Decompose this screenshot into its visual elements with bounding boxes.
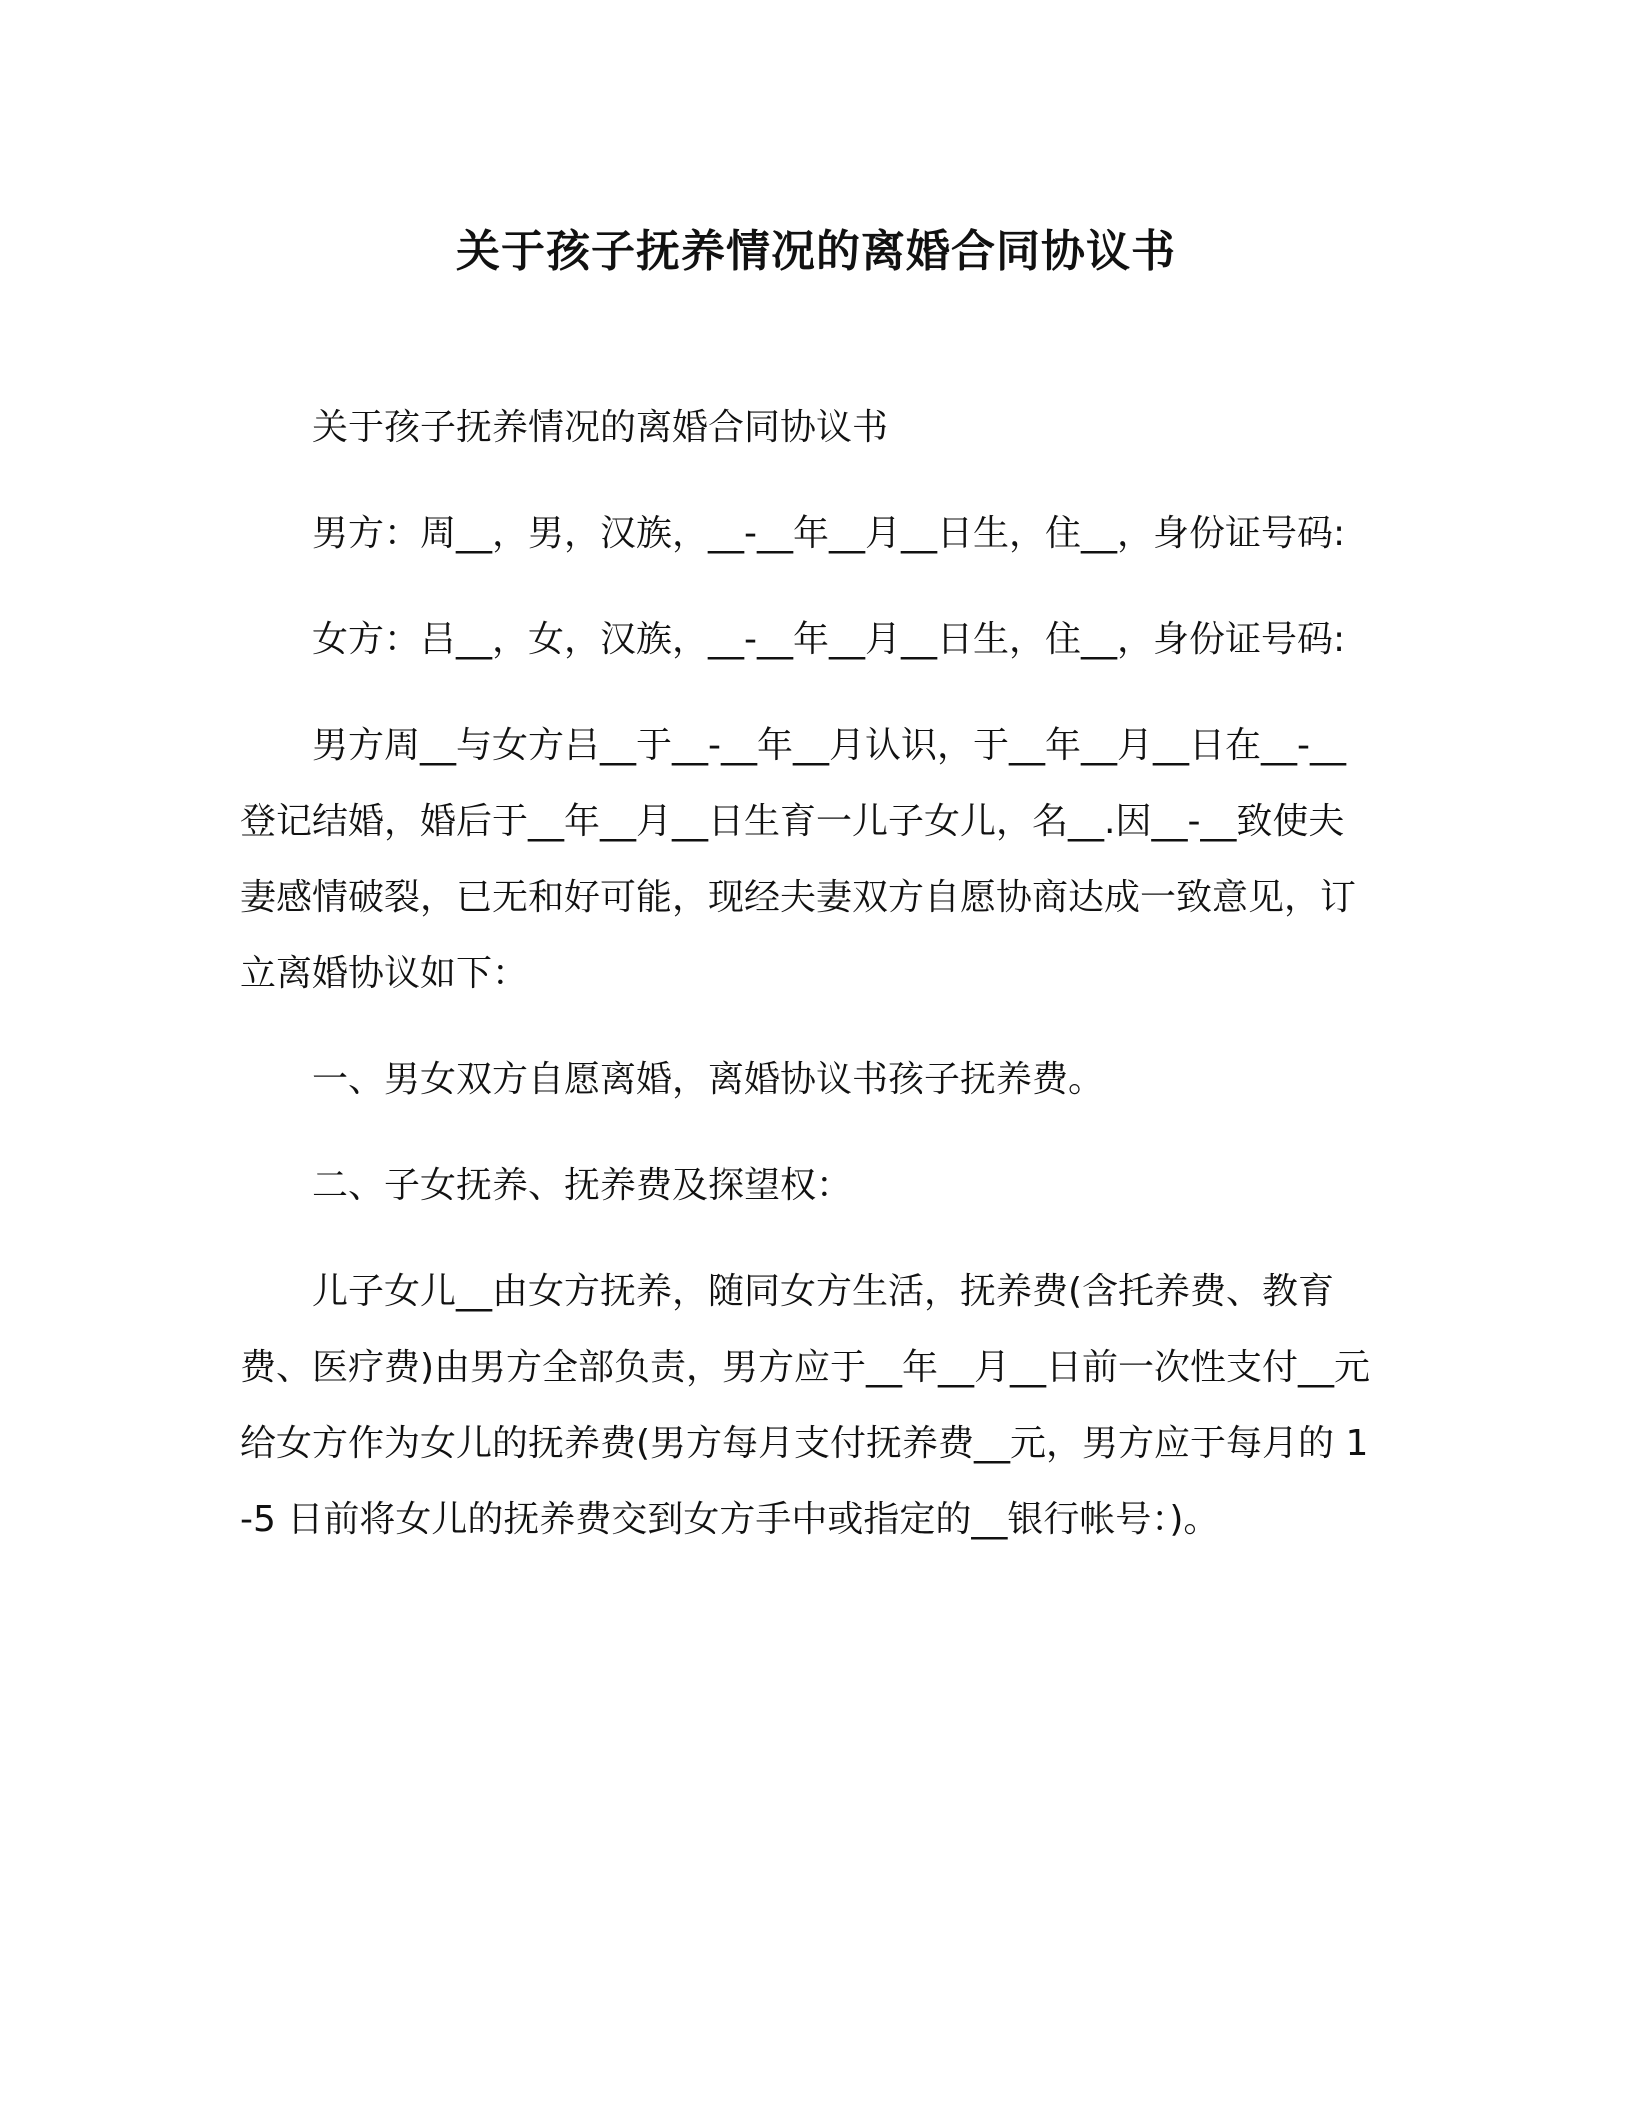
- paragraph-subtitle: 关于孩子抚养情况的离婚合同协议书: [312, 407, 889, 448]
- paragraph-custody-support: 儿子女儿__由女方抚养，随同女方生活，抚养费(含托养费、教育费、医疗费)由男方全部负责，男方应于__年__月__日前一次性支付__元给女方作为女儿的抚养费(男方每月支付抚养费__元，男方应于每月的 1-5 日前将女儿的抚养费交到女方手中或指定的__银行帐号：)。: [240, 1271, 1371, 1540]
- document-body: [240, 390, 1380, 1588]
- paragraph-female-party: 女方：吕__，女，汉族，__-__年__月__日生，住__，身份证号码:: [312, 619, 1346, 660]
- paragraph-clause-1: 一、男女双方自愿离婚，离婚协议书孩子抚养费。: [312, 1059, 1105, 1100]
- paragraph-clause-2: 二、子女抚养、抚养费及探望权：: [312, 1165, 853, 1206]
- paragraph-background: 男方周__与女方吕__于__-__年__月认识，于__年__月__日在__-__登记结婚，婚后于__年__月__日生育一儿子女儿，名__.因__-__致使夫妻感情破裂，已无和好可能，现经夫妻双方自愿协商达成一致意见，订立离婚协议如下：: [240, 725, 1357, 994]
- document-title: 关于孩子抚养情况的离婚合同协议书: [456, 226, 1176, 277]
- paragraph-male-party: 男方：周__，男，汉族，__-__年__月__日生，住__，身份证号码:: [312, 513, 1346, 554]
